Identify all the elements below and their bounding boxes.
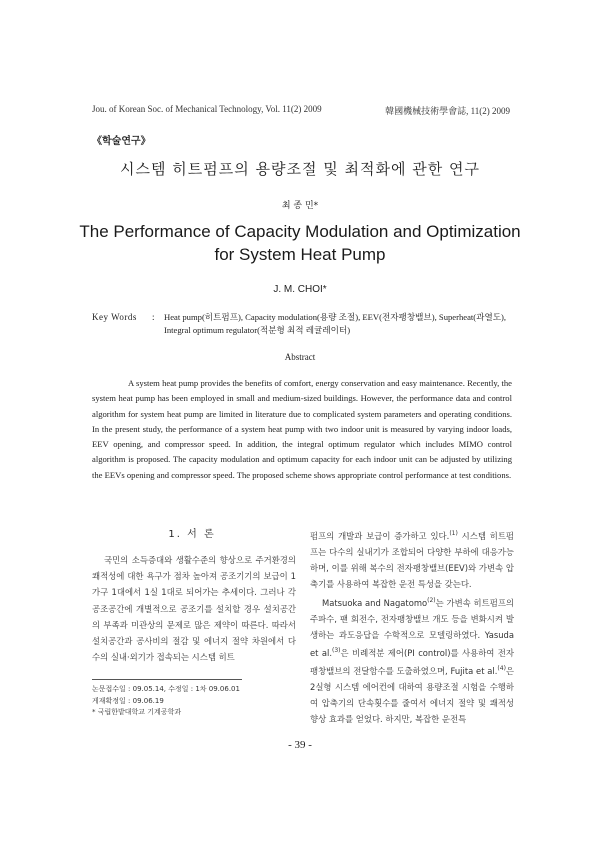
intro-right-paragraph-2 [310,593,514,728]
intro-text: 은 비례적분 제어(PI control)를 사용하여 전자팽창밸브의 전달함수를 도출하였으며, Fujita et al. [310,647,514,676]
keywords-label: Key Words [92,312,137,322]
title-english-line2: for System Heat Pump [214,245,386,264]
intro-right-column [310,526,514,728]
abstract-heading: Abstract [284,352,316,362]
keywords-colon: : [152,312,155,322]
intro-left-column: 국민의 소득증대와 생활수준의 향상으로 주거환경의 쾌적성에 대한 욕구가 점차 높아져 공조기기의 보급이 1가구 1대에서 1실 1대로 되어가는 추세이다. 그러나 각 공조공간에 개별적으로 공조기를 설치할 경우 설치공간의 부족과 미관상의 문제로 많은 제약이 따른다. 따라서 설치공간과 공사비의 절감 및 에너지 절약 차원에서 다수의 실내·외기가 접속되는 시스템 히트 [92,555,296,663]
citation-ref: (4) [497,665,506,673]
footnote-received: 논문접수일 : 09.05.14, 수정일 : 1차 09.06.01 [92,685,240,693]
title-english [0,220,600,266]
footnote-divider [92,679,242,680]
abstract-body: A system heat pump provides the benefits of comfort, energy conservation and easy maintenance. Recently, the system heat pump has been employed in small and medium-sized buildings. However, the performance data and control algorithm for system heat pump are limited in literature due to complicated system parameters and operating conditions. In the present study, the performance of a system heat pump with two indoor unit is measured by varying indoor loads, EEV opening, and compressor speed. In addition, the integral optimum regulator which includes MIMO control algorithm is proposed. The capacity modulation and optimum capacity for each indoor unit can be adjusted by utilizing the EEVs opening and compressor speed. The proposed scheme shows appropriate control performance at test conditions. [92,378,512,480]
footnote-affiliation: * 국립한밭대학교 기계공학과 [92,708,182,716]
journal-header-en: Jou. of Korean Soc. of Mechanical Technology, Vol. 11(2) 2009 [92,104,322,114]
journal-header-ko: 韓國機械技術學會誌, 11(2) 2009 [385,106,510,116]
title-korean: 시스템 히트펌프의 용량조절 및 최적화에 관한 연구 [120,160,480,178]
intro-text: 은 2실형 시스템 에어컨에 대하여 용량조절 시험을 수행하여 압축기의 단속횟수를 줄여서 에너지 절약 및 쾌적성 향상 효과를 얻었다. 하지만, 복잡한 운전특 [310,665,514,725]
intro-text: 펌프의 개발과 보급이 증가하고 있다. [310,530,450,541]
footnotes [92,684,240,719]
citation-ref: (1) [449,530,458,537]
section-heading-introduction: 1. 서 론 [168,529,216,540]
page-number: - 39 - [288,739,312,751]
intro-text: 시스템 히트펌프는 다수의 실내기가 조합되어 다양한 부하에 대응가능하며, 이를 위해 복수의 전자팽창밸브(EEV)와 가변속 압축기를 사용하여 복잡한 운전 특성을 갖는다. [310,530,514,590]
intro-text: 는 가변속 히트펌프의 주파수, 팬 회전수, 전자팽창밸브 개도 등을 변화시켜 발생하는 과도응답을 수학적으로 모델링하였다. Yasuda et al. [310,597,514,658]
intro-right-paragraph-1 [310,526,514,593]
author-english: J. M. CHOI* [273,284,327,295]
author-korean: 최 종 민* [281,201,319,211]
intro-text: Matsuoka and Nagatomo [322,597,428,608]
title-english-line1: The Performance of Capacity Modulation and Optimization [79,222,521,241]
citation-ref: (3) [332,647,341,655]
footnote-accepted: 게재확정일 : 09.06.19 [92,696,164,705]
citation-ref: (2) [427,596,436,604]
keywords-text: Heat pump(히트펌프), Capacity modulation(용량 조절), EEV(전자팽창밸브), Superheat(과열도), Integral optimum regulator(적분형 최적 레귤레이터) [164,312,507,335]
article-category: 《학술연구》 [92,136,151,147]
